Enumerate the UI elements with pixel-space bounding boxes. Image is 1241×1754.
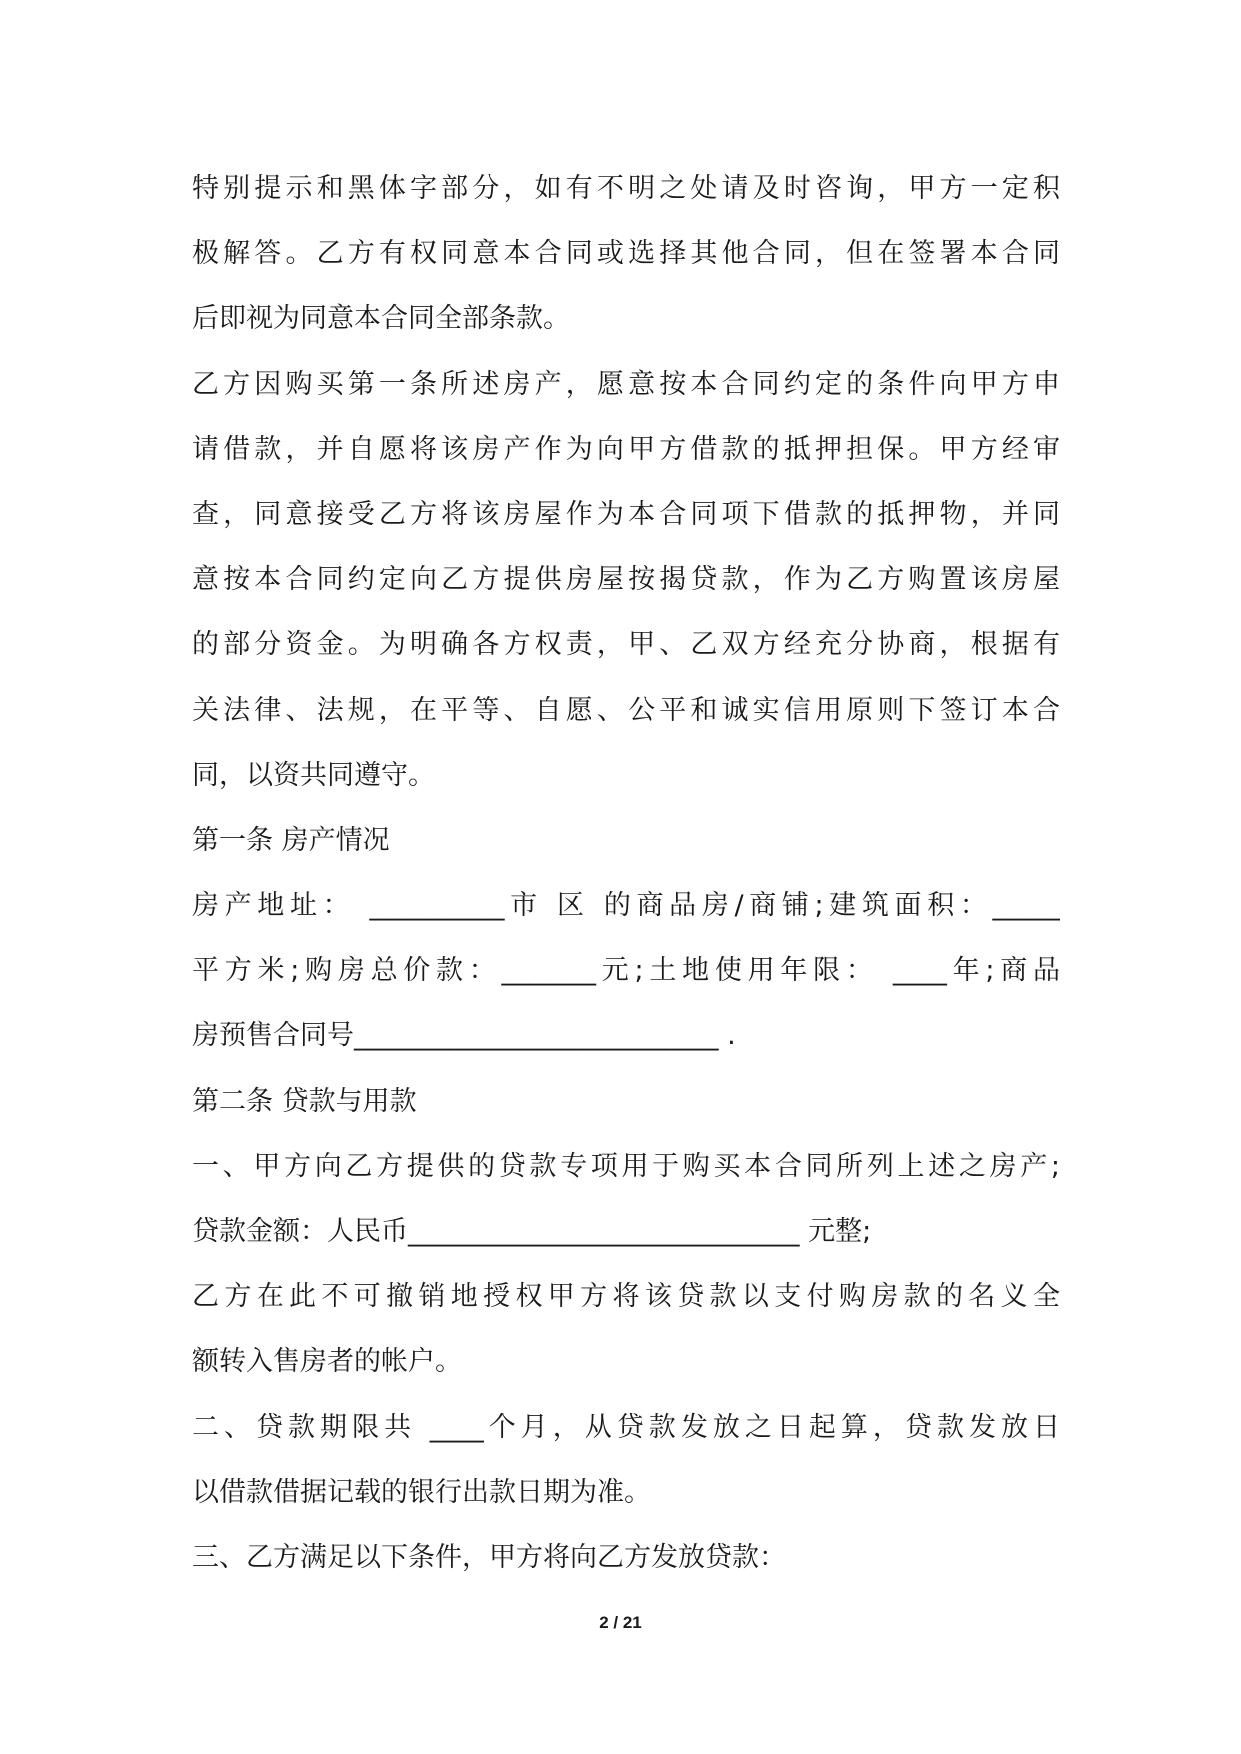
text-line: 以借款借据记载的银行出款日期为准。 xyxy=(192,1476,651,1508)
text-line: 一、甲方向乙方提供的贷款专项用于购买本合同所列上述之房产; xyxy=(192,1150,1060,1182)
text-line: 后即视为同意本合同全部条款。 xyxy=(192,303,570,335)
text-line: 查，同意接受乙方将该房屋作为本合同项下借款的抵押物，并同 xyxy=(192,498,1060,530)
document-body xyxy=(192,156,1060,1590)
text-line: 第一条 房产情况 xyxy=(192,824,390,856)
text-line: 三、乙方满足以下条件，甲方将向乙方发放贷款： xyxy=(192,1541,786,1573)
text-line: 平方米;购房总价款：_______元;土地使用年限： ____年;商品 xyxy=(192,955,1060,987)
page-number: 2 / 21 xyxy=(599,1613,642,1632)
text-line: 关法律、法规，在平等、自愿、公平和诚实信用原则下签订本合 xyxy=(192,694,1060,726)
text-line: 极解答。乙方有权同意本合同或选择其他合同，但在签署本合同 xyxy=(192,238,1060,270)
text-line: 特别提示和黑体字部分，如有不明之处请及时咨询，甲方一定积 xyxy=(192,173,1060,204)
text-line: 意按本合同约定向乙方提供房屋按揭贷款，作为乙方购置该房屋 xyxy=(192,564,1060,596)
text-line: 同，以资共同遵守。 xyxy=(192,759,435,791)
text-line: 请借款，并自愿将该房产作为向甲方借款的抵押担保。甲方经审 xyxy=(192,433,1060,465)
text-line: 二、贷款期限共 ____个月，从贷款发放之日起算，贷款发放日 xyxy=(192,1411,1060,1443)
text-line: 乙方在此不可撤销地授权甲方将该贷款以支付购房款的名义全 xyxy=(192,1281,1060,1313)
text-line: 额转入售房者的帐户。 xyxy=(192,1346,462,1378)
text-line: 的部分资金。为明确各方权责，甲、乙双方经充分协商，根据有 xyxy=(192,629,1060,661)
text-line: 乙方因购买第一条所述房产，愿意按本合同约定的条件向甲方申 xyxy=(192,368,1060,400)
text-line: 第二条 贷款与用款 xyxy=(192,1085,417,1117)
text-line: 房预售合同号___________________________ . xyxy=(192,1020,736,1052)
text-line: 贷款金额：人民币_____________________________ 元整; xyxy=(192,1216,872,1247)
text-line: 房产地址： __________市 区 的商品房/商铺;建筑面积：_____ xyxy=(192,890,1060,922)
